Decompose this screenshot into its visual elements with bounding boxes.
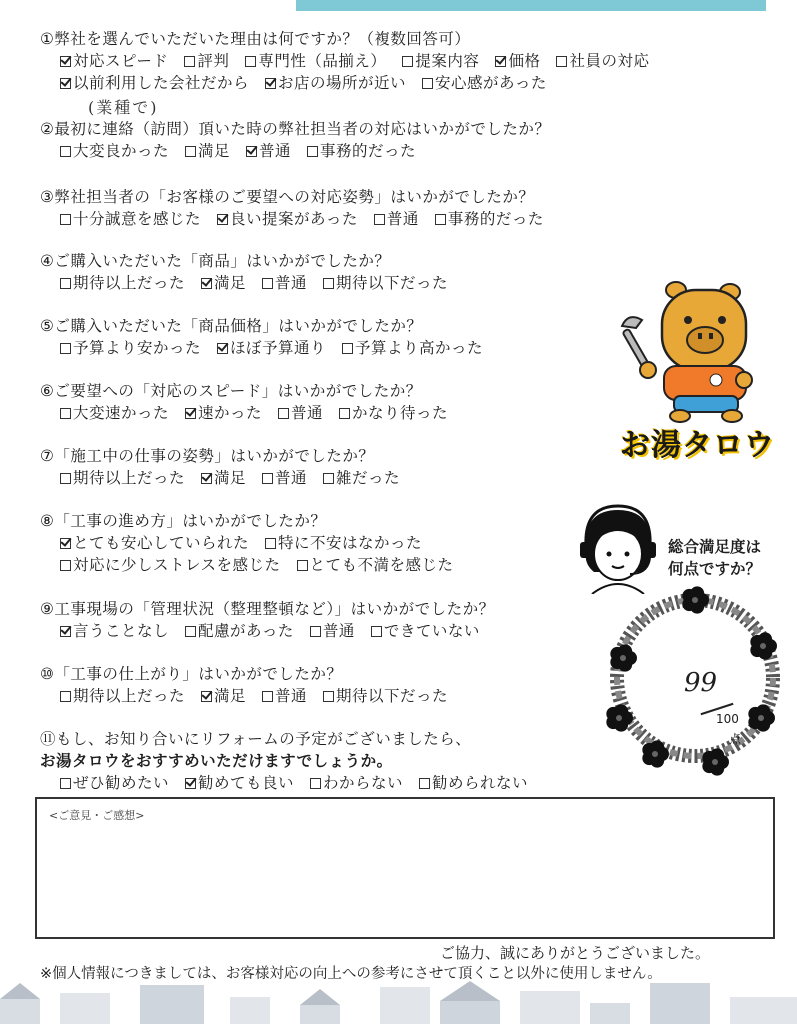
option[interactable]	[60, 140, 169, 162]
option-label: 予算より高かった	[355, 339, 484, 357]
option[interactable]	[185, 772, 294, 794]
option[interactable]	[60, 50, 168, 72]
option-label: 良い提案があった	[230, 210, 358, 228]
privacy-notice: ※個人情報につきましては、お客様対応の向上への参考にさせて頂くこと以外に使用しません。	[40, 966, 662, 982]
checkbox[interactable]	[297, 560, 308, 571]
option-label: 社員の対応	[569, 52, 650, 70]
checkbox[interactable]	[60, 691, 71, 702]
option-label: 勧めても良い	[198, 774, 295, 792]
question-title: ③弊社担当者の「お客様のご要望への対応姿勢」はいかがでしたか？	[40, 188, 535, 206]
option-label: 満足	[214, 274, 247, 292]
question-title: ⑨工事現場の「管理状況（整理整頓など）」はいかがでしたか？	[40, 600, 495, 618]
option[interactable]	[262, 685, 307, 707]
option-label: 普通	[275, 274, 308, 292]
option[interactable]	[323, 272, 448, 294]
option-label: ぜひ勧めたい	[73, 774, 170, 792]
question-10	[40, 663, 464, 707]
checkbox[interactable]	[262, 278, 273, 289]
checkbox[interactable]	[310, 778, 321, 789]
satisfaction-question	[668, 536, 761, 580]
question-title: ①弊社を選んでいただいた理由は何ですか？（複数回答可）	[40, 30, 471, 48]
option[interactable]	[60, 532, 249, 554]
wreath-flower	[748, 704, 775, 731]
capybara-mascot-icon	[618, 278, 763, 426]
option-row	[40, 467, 416, 489]
question-title: ⑤ご購入いただいた「商品価格」はいかがでしたか？	[40, 317, 423, 335]
option-label: とても不満を感じた	[309, 556, 454, 574]
score-unit: 点	[729, 732, 742, 746]
option[interactable]	[323, 685, 448, 707]
checkbox[interactable]	[402, 56, 413, 67]
checkbox[interactable]	[265, 538, 276, 549]
option-label: 満足	[198, 142, 231, 160]
checkbox[interactable]	[60, 778, 71, 789]
checkbox[interactable]	[371, 626, 382, 637]
option[interactable]	[402, 50, 479, 72]
checked-checkbox[interactable]	[265, 78, 276, 89]
checkbox[interactable]	[310, 626, 321, 637]
option-label: 安心感があった	[435, 74, 547, 92]
question-title-line2: お湯タロウをおすすめいただけますでしょうか。	[40, 752, 393, 770]
option-label: 速かった	[198, 404, 263, 422]
satisfaction-label-line1: 総合満足度は	[668, 538, 762, 556]
question-title: ④ご購入いただいた「商品」はいかがでしたか？	[40, 252, 391, 270]
option[interactable]	[60, 272, 185, 294]
brand-logo: お湯タロウ	[620, 428, 775, 463]
wreath-flower	[642, 740, 669, 767]
option-row	[40, 685, 464, 707]
option[interactable]	[419, 772, 528, 794]
option-label: とても安心していられた	[73, 534, 250, 552]
question-7	[40, 445, 416, 489]
option[interactable]	[495, 50, 540, 72]
checkbox[interactable]	[342, 343, 353, 354]
option[interactable]	[307, 140, 416, 162]
option[interactable]	[556, 50, 649, 72]
option-row	[40, 620, 496, 642]
option-label: 期待以上だった	[73, 687, 186, 705]
option[interactable]	[310, 772, 403, 794]
option[interactable]	[265, 72, 406, 94]
comment-label: <ご意見・ご感想>	[49, 809, 145, 822]
question-title: ⑦「施工中の仕事の姿勢」はいかがでしたか？	[40, 447, 375, 465]
option-label: 事務的だった	[447, 210, 544, 228]
option-row	[40, 50, 665, 72]
option-label: かなり待った	[352, 404, 449, 422]
option-label: 満足	[214, 687, 247, 705]
option-label: わからない	[323, 774, 404, 792]
option-label: 評判	[197, 52, 230, 70]
option[interactable]	[185, 402, 262, 424]
option-label: 提案内容	[415, 52, 480, 70]
option[interactable]	[265, 532, 422, 554]
option-row	[40, 72, 665, 94]
checkbox[interactable]	[185, 626, 196, 637]
question-4	[40, 250, 464, 294]
checkbox[interactable]	[60, 146, 71, 157]
checked-checkbox[interactable]	[201, 278, 212, 289]
option-label: 雑だった	[336, 469, 401, 487]
option-label: 期待以下だった	[336, 274, 449, 292]
option[interactable]	[246, 140, 291, 162]
checkbox[interactable]	[60, 278, 71, 289]
question-2	[40, 118, 550, 162]
option[interactable]	[323, 467, 400, 489]
option[interactable]	[262, 467, 307, 489]
option-label: 大変良かった	[73, 142, 170, 160]
checked-checkbox[interactable]	[60, 626, 71, 637]
option-row	[40, 532, 470, 554]
checkbox[interactable]	[323, 691, 334, 702]
question-1	[40, 28, 665, 94]
checkbox[interactable]	[60, 408, 71, 419]
question-title: ②最初に連絡（訪問）頂いた時の弊社担当者の対応はいかがでしたか？	[40, 120, 551, 138]
wreath-flower	[610, 644, 637, 671]
question-title: ⑧「工事の進め方」はいかがでしたか？	[40, 512, 327, 530]
checked-checkbox[interactable]	[201, 691, 212, 702]
option[interactable]	[278, 402, 323, 424]
checkbox[interactable]	[60, 214, 71, 225]
option-label: 普通	[386, 210, 419, 228]
option-label: 配慮があった	[198, 622, 294, 640]
option-label: お店の場所が近い	[278, 74, 407, 92]
handwritten-note: (業種で)	[88, 98, 159, 117]
question-11	[40, 728, 544, 794]
option[interactable]	[297, 554, 454, 576]
option-label: 普通	[291, 404, 324, 422]
checkbox[interactable]	[556, 56, 567, 67]
satisfaction-label-line2: 何点ですか？	[668, 560, 762, 578]
question-8	[40, 510, 470, 576]
option[interactable]	[201, 467, 246, 489]
option-row	[40, 402, 464, 424]
wreath-flower	[682, 586, 709, 613]
option-label: 期待以上だった	[73, 469, 186, 487]
checked-checkbox[interactable]	[246, 146, 257, 157]
option[interactable]	[310, 620, 355, 642]
question-title: ⑩「工事の仕上がり」はいかがでしたか？	[40, 665, 343, 683]
question-9	[40, 598, 496, 642]
thanks-message: ご協力、誠にありがとうございました。	[440, 944, 711, 962]
checkbox[interactable]	[323, 473, 334, 484]
question-3	[40, 186, 560, 230]
option[interactable]	[184, 50, 229, 72]
checkbox[interactable]	[307, 146, 318, 157]
checked-checkbox[interactable]	[185, 408, 196, 419]
wreath-flower	[750, 632, 777, 659]
question-5	[40, 315, 499, 359]
option-label: 勧められない	[432, 774, 529, 792]
header-accent-bar	[296, 0, 766, 11]
checkbox[interactable]	[185, 146, 196, 157]
option-label: 対応に少しストレスを感じた	[73, 556, 281, 574]
option[interactable]	[185, 620, 294, 642]
checkbox[interactable]	[278, 408, 289, 419]
option[interactable]	[60, 685, 185, 707]
option-row	[40, 140, 550, 162]
checkbox[interactable]	[422, 78, 433, 89]
option-row	[40, 337, 499, 359]
option[interactable]	[262, 272, 307, 294]
checkbox[interactable]	[262, 473, 273, 484]
option-row	[40, 272, 464, 294]
score-max: 100	[716, 712, 739, 726]
option-label: 対応スピード	[73, 52, 169, 70]
option[interactable]	[374, 208, 419, 230]
option[interactable]	[217, 337, 326, 359]
checkbox[interactable]	[60, 343, 71, 354]
option-label: できていない	[383, 622, 480, 640]
option-label: 言うことなし	[73, 622, 170, 640]
checked-checkbox[interactable]	[217, 343, 228, 354]
checkbox[interactable]	[184, 56, 195, 67]
option-label: 普通	[275, 687, 308, 705]
checkbox[interactable]	[60, 473, 71, 484]
option[interactable]	[60, 620, 169, 642]
option[interactable]	[60, 402, 169, 424]
checkbox[interactable]	[262, 691, 273, 702]
option-row	[40, 554, 470, 576]
option[interactable]	[60, 208, 201, 230]
checkbox[interactable]	[435, 214, 446, 225]
option-label: 特に不安はなかった	[278, 534, 423, 552]
option[interactable]	[60, 467, 185, 489]
checkbox[interactable]	[245, 56, 256, 67]
option-label: 普通	[275, 469, 308, 487]
option-label: 十分誠意を感じた	[73, 210, 202, 228]
question-title: ⑥ご要望への「対応のスピード」はいかがでしたか？	[40, 382, 422, 400]
option[interactable]	[60, 772, 169, 794]
option-label: 満足	[214, 469, 247, 487]
option-label: ほぼ予算通り	[230, 339, 327, 357]
option[interactable]	[217, 208, 358, 230]
option-label: 期待以下だった	[336, 687, 449, 705]
option[interactable]	[185, 140, 230, 162]
checked-checkbox[interactable]	[185, 778, 196, 789]
checkbox[interactable]	[374, 214, 385, 225]
option[interactable]	[435, 208, 544, 230]
option-label: 以前利用した会社だから	[73, 74, 250, 92]
option[interactable]	[60, 554, 281, 576]
option-label: 大変速かった	[73, 404, 170, 422]
checkbox[interactable]	[419, 778, 430, 789]
option-row	[40, 772, 544, 794]
option[interactable]	[371, 620, 480, 642]
option-label: 事務的だった	[320, 142, 417, 160]
option[interactable]	[201, 272, 246, 294]
checked-checkbox[interactable]	[60, 56, 71, 67]
option[interactable]	[339, 402, 448, 424]
option[interactable]	[60, 337, 201, 359]
checkbox[interactable]	[60, 560, 71, 571]
checked-checkbox[interactable]	[201, 473, 212, 484]
checked-checkbox[interactable]	[495, 56, 506, 67]
option-label: 期待以上だった	[73, 274, 186, 292]
option-row	[40, 208, 560, 230]
checked-checkbox[interactable]	[60, 78, 71, 89]
option[interactable]	[60, 72, 249, 94]
checked-checkbox[interactable]	[217, 214, 228, 225]
checkbox[interactable]	[323, 278, 334, 289]
option-label: 専門性（品揃え）	[258, 52, 387, 70]
checked-checkbox[interactable]	[60, 538, 71, 549]
question-6	[40, 380, 464, 424]
comment-area[interactable]	[35, 797, 775, 939]
option-label: 予算より安かった	[73, 339, 202, 357]
option[interactable]	[342, 337, 483, 359]
option[interactable]	[422, 72, 547, 94]
option[interactable]	[245, 50, 386, 72]
score-value: 99	[684, 668, 718, 698]
option-label: 普通	[259, 142, 292, 160]
checkbox[interactable]	[339, 408, 350, 419]
question-title: ⑪もし、お知り合いにリフォームの予定がございましたら、	[40, 730, 472, 748]
option[interactable]	[201, 685, 246, 707]
option-label: 普通	[322, 622, 355, 640]
option-label: 価格	[508, 52, 541, 70]
